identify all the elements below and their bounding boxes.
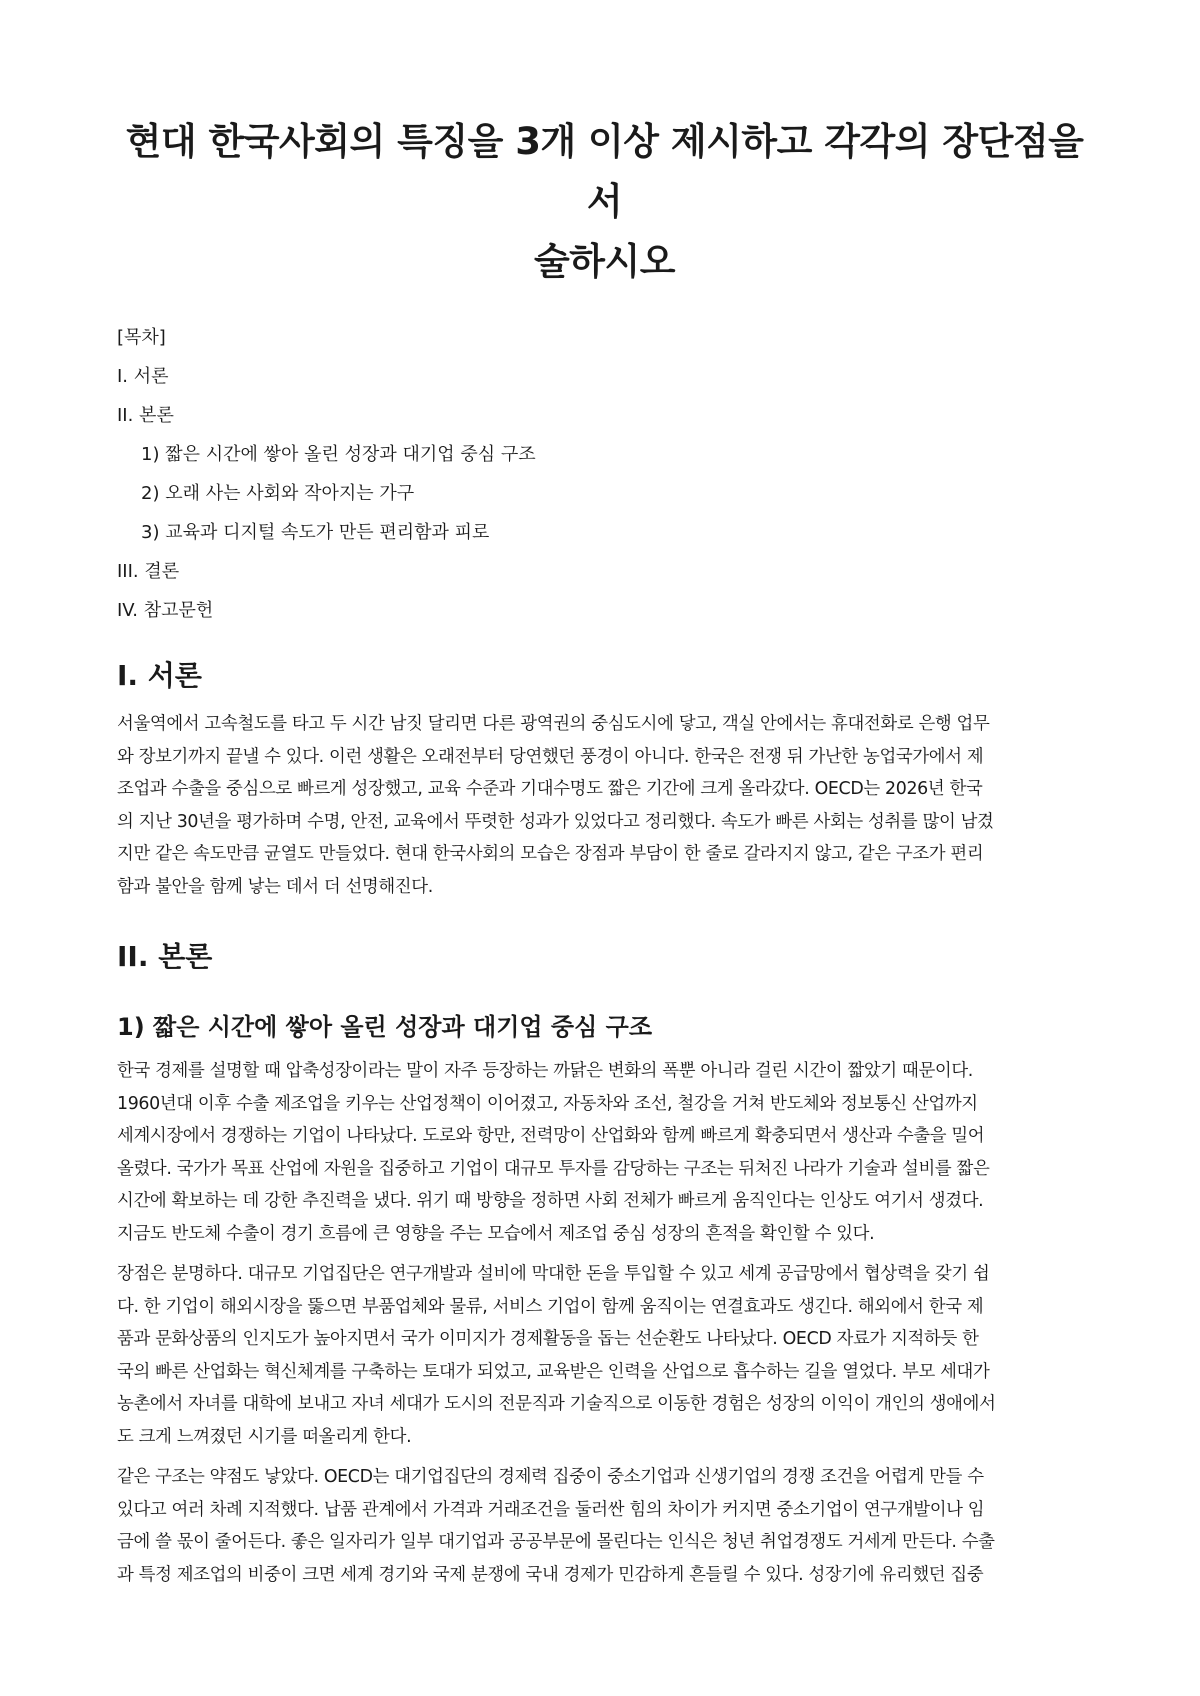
text-line: 같은 구조는 약점도 낳았다. OECD는 대기업집단의 경제력 집중이 중소기업과 신생기업의 경쟁 조건을 어렵게 만들 수 (117, 1467, 984, 1487)
text-line: 지금도 반도체 수출이 경기 흐름에 큰 영향을 주는 모습에서 제조업 중심 성장의 흔적을 확인할 수 있다. (117, 1223, 875, 1244)
text-line: 도 크게 느껴졌던 시기를 떠올리게 한다. (117, 1426, 412, 1447)
body-paragraph-1 (117, 1055, 1092, 1250)
text-line: 농촌에서 자녀를 대학에 보내고 자녀 세대가 도시의 전문직과 기술직으로 이동한 경험은 성장의 이익이 개인의 생애에서 (117, 1394, 996, 1414)
toc-item-body-3: 3) 교육과 디지털 속도가 만든 편리함과 피로 (141, 522, 490, 543)
text-line: 의 지난 30년을 평가하며 수명, 안전, 교육에서 뚜렷한 성과가 있었다고 정리했다. 속도가 빠른 사회는 성취를 많이 남겼 (117, 811, 994, 832)
text-line: 함과 불안을 함께 낳는 데서 더 선명해진다. (117, 876, 433, 897)
text-line: 와 장보기까지 끝낼 수 있다. 이런 생활은 오래전부터 당연했던 풍경이 아니다. 한국은 전쟁 뒤 가난한 농업국가에서 제 (117, 746, 984, 767)
title-line-1: 현대 한국사회의 특징을 3개 이상 제시하고 각각의 장단점을 서 (125, 120, 1084, 223)
toc-item-references: IV. 참고문헌 (117, 600, 214, 621)
text-line: 금에 쓸 몫이 줄어든다. 좋은 일자리가 일부 대기업과 공공부문에 몰린다는 인식은 청년 취업경쟁도 거세게 만든다. 수출 (117, 1532, 995, 1552)
text-line: 올렸다. 국가가 목표 산업에 자원을 집중하고 기업이 대규모 투자를 감당하는 구조는 뒤처진 나라가 기술과 설비를 짧은 (117, 1158, 990, 1179)
text-line: 시간에 확보하는 데 강한 추진력을 냈다. 위기 때 방향을 정하면 사회 전체가 빠르게 움직인다는 인상도 여기서 생겼다. (117, 1191, 984, 1211)
text-line: 장점은 분명하다. 대규모 기업집단은 연구개발과 설비에 막대한 돈을 투입할 수 있고 세계 공급망에서 협상력을 갖기 쉽 (117, 1264, 990, 1284)
text-line: 국의 빠른 산업화는 혁신체계를 구축하는 토대가 되었고, 교육받은 인력을 산업으로 흡수하는 길을 열었다. 부모 세대가 (117, 1361, 990, 1382)
toc-item-intro: I. 서론 (117, 366, 169, 387)
text-line: 세계시장에서 경쟁하는 기업이 나타났다. 도로와 항만, 전력망이 산업화와 함께 빠르게 확충되면서 생산과 수출을 밀어 (117, 1126, 985, 1146)
text-line: 다. 한 기업이 해외시장을 뚫으면 부품업체와 물류, 서비스 기업이 함께 움직이는 연결효과도 생긴다. 해외에서 한국 제 (117, 1296, 984, 1317)
table-of-contents (117, 318, 1092, 630)
toc-item-conclusion: III. 결론 (117, 561, 180, 582)
text-line: 한국 경제를 설명할 때 압축성장이라는 말이 자주 등장하는 까닭은 변화의 폭뿐 아니라 걸린 시간이 짧았기 때문이다. (117, 1061, 973, 1081)
toc-label: [목차] (117, 327, 166, 348)
toc-item-body-2: 2) 오래 사는 사회와 작아지는 가구 (141, 483, 415, 504)
intro-paragraph (117, 708, 1092, 903)
subsection-heading-1: 1) 짧은 시간에 쌓아 올린 성장과 대기업 중심 구조 (117, 1013, 653, 1041)
text-line: 있다고 여러 차례 지적했다. 납품 관계에서 가격과 거래조건을 둘러싼 힘의 차이가 커지면 중소기업이 연구개발이나 임 (117, 1499, 985, 1520)
section-heading-body: II. 본론 (117, 940, 213, 973)
text-line: 조업과 수출을 중심으로 빠르게 성장했고, 교육 수준과 기대수명도 짧은 기간에 크게 올라갔다. OECD는 2026년 한국 (117, 779, 983, 799)
title-line-2: 술하시오 (534, 240, 675, 283)
text-line: 과 특정 제조업의 비중이 크면 세계 경기와 국제 분쟁에 국내 경제가 민감하게 흔들릴 수 있다. 성장기에 유리했던 집중 (117, 1564, 984, 1585)
toc-item-body: II. 본론 (117, 405, 174, 426)
document-title (117, 112, 1092, 292)
text-line: 품과 문화상품의 인지도가 높아지면서 국가 이미지가 경제활동을 돕는 선순환도 나타났다. OECD 자료가 지적하듯 한 (117, 1329, 979, 1349)
toc-item-body-1: 1) 짧은 시간에 쌓아 올린 성장과 대기업 중심 구조 (141, 444, 536, 465)
section-heading-intro: I. 서론 (117, 659, 202, 692)
text-line: 서울역에서 고속철도를 타고 두 시간 남짓 달리면 다른 광역권의 중심도시에 닿고, 객실 안에서는 휴대전화로 은행 업무 (117, 714, 990, 734)
body-paragraph-2 (117, 1258, 1092, 1453)
text-line: 1960년대 이후 수출 제조업을 키우는 산업정책이 이어졌고, 자동차와 조선, 철강을 거쳐 반도체와 정보통신 산업까지 (117, 1093, 978, 1114)
text-line: 지만 같은 속도만큼 균열도 만들었다. 현대 한국사회의 모습은 장점과 부담이 한 줄로 갈라지지 않고, 같은 구조가 편리 (117, 844, 984, 864)
body-paragraph-3 (117, 1461, 1092, 1591)
